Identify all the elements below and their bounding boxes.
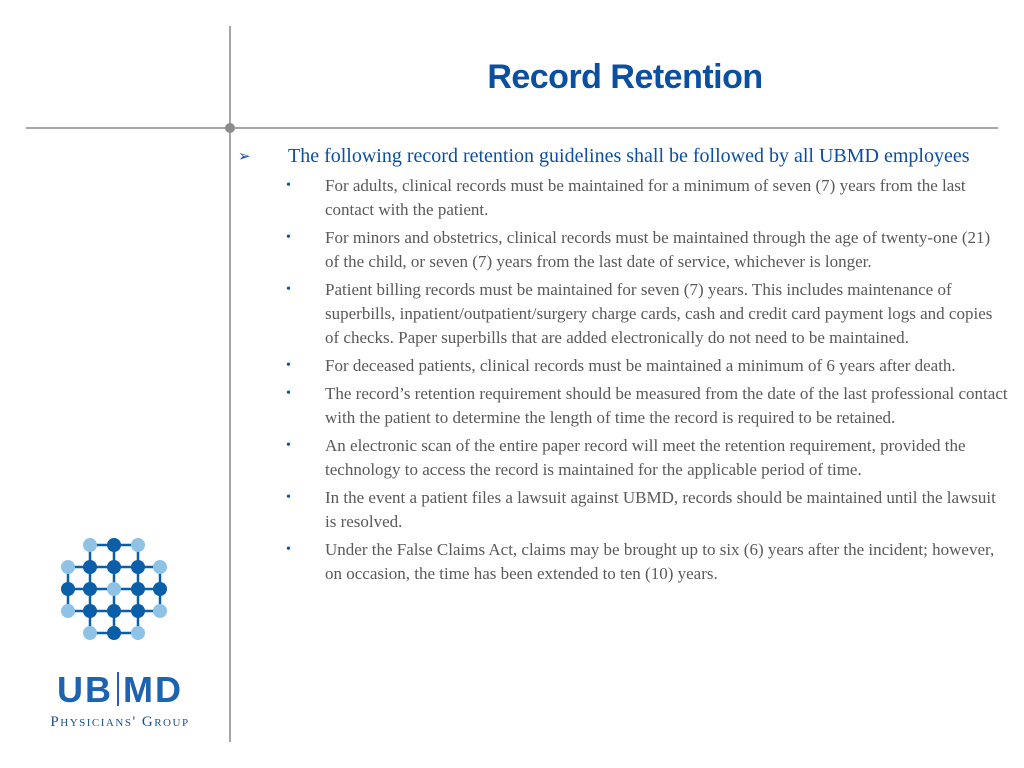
list-item: [238, 486, 1008, 534]
list-item: [238, 174, 1008, 222]
ubmd-logo-grid-icon: [60, 535, 172, 647]
guideline-list: [238, 174, 1008, 586]
dot-bullet-icon: •: [286, 542, 291, 557]
slide-content: [238, 143, 1008, 590]
divider-junction-dot: [225, 123, 235, 133]
ubmd-logo-icon: [60, 535, 172, 647]
dot-bullet-icon: •: [286, 282, 291, 297]
list-item-text: For deceased patients, clinical records must be maintained a minimum of 6 years after death.: [325, 356, 956, 375]
dot-bullet-icon: •: [286, 438, 291, 453]
arrow-bullet-icon: ➢: [238, 147, 251, 165]
list-item: [238, 278, 1008, 350]
list-item-text: An electronic scan of the entire paper record will meet the retention requirement, provided the technology to access the record is maintained for the applicable period of time.: [325, 436, 966, 479]
ubmd-logo-wordmark: [40, 670, 200, 731]
list-item: [238, 434, 1008, 482]
list-item-text: Under the False Claims Act, claims may be brought up to six (6) years after the incident; however, on occasion, the time has been extended to ten (10) years.: [325, 540, 995, 583]
list-item-text: In the event a patient files a lawsuit against UBMD, records should be maintained until the lawsuit is resolved.: [325, 488, 996, 531]
logo-separator: [117, 672, 119, 706]
list-item: [238, 538, 1008, 586]
logo-ub: UB: [57, 669, 113, 710]
dot-bullet-icon: •: [286, 358, 291, 373]
list-item: [238, 226, 1008, 274]
list-item-text: For adults, clinical records must be maintained for a minimum of seven (7) years from the last contact with the patient.: [325, 176, 966, 219]
list-item: [238, 354, 1008, 378]
slide-title: Record Retention: [487, 58, 763, 96]
dot-bullet-icon: •: [286, 386, 291, 401]
lead-text: The following record retention guidelines shall be followed by all UBMD employees: [288, 145, 970, 167]
list-item-text: For minors and obstetrics, clinical records must be maintained through the age of twenty-one (21) of the child, or seven (7) years from the last date of service, whichever is longer.: [325, 228, 991, 271]
list-item-text: The record’s retention requirement should be measured from the date of the last professional contact with the patient to determine the length of time the record is required to be retained.: [325, 384, 1008, 427]
logo-ubmd: [40, 670, 200, 710]
dot-bullet-icon: •: [286, 178, 291, 193]
vertical-divider: [229, 26, 231, 742]
logo-md: MD: [123, 669, 183, 710]
dot-bullet-icon: •: [286, 230, 291, 245]
lead-paragraph: [238, 143, 1008, 170]
list-item: [238, 382, 1008, 430]
logo-subtitle: Physicians' Group: [50, 714, 190, 730]
dot-bullet-icon: •: [286, 490, 291, 505]
list-item-text: Patient billing records must be maintained for seven (7) years. This includes maintenance of superbills, inpatient/outpatient/surgery charge cards, cash and credit card payment logs and copies of checks. Paper superbills that are added electronically do not need to be maintained.: [325, 280, 993, 347]
horizontal-divider: [26, 127, 998, 129]
